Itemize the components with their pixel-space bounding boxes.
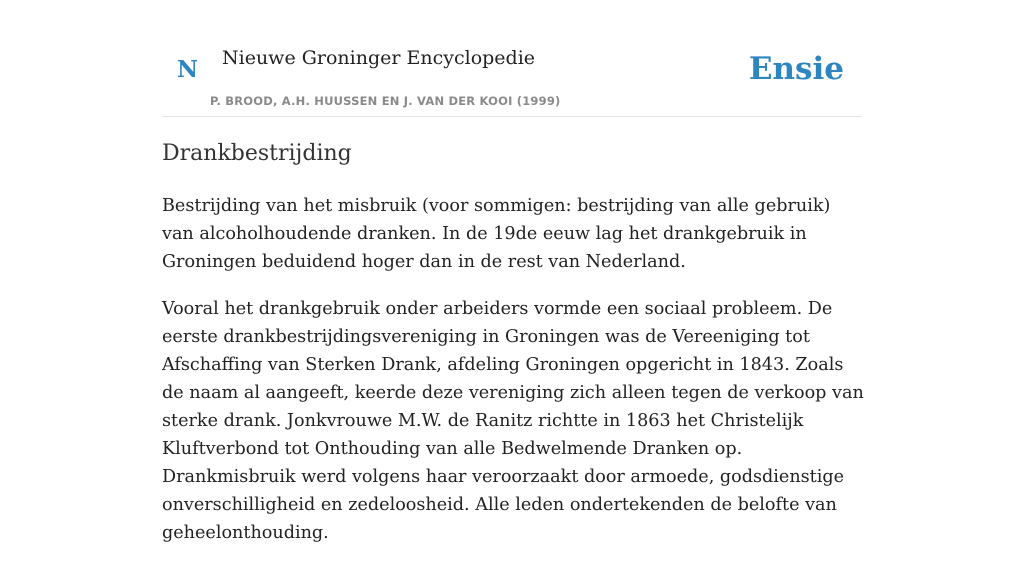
header — [162, 0, 862, 117]
article-title: Drankbestrijding — [162, 141, 352, 166]
article-paragraph: Vooral het drankgebruik onder arbeiders vormde een sociaal probleem. De eerste drankbestrijdingsvereniging in Groningen was de Vereeniging tot Afschaffing van Sterken Drank, afdeling Groningen opgericht in 1843. Zoals de naam al aangeeft, keerde deze vereniging zich alleen tegen de verkoop van sterke drank. Jonkvrouwe M.W. de Ranitz richtte in 1863 het Christelijk Kluftverbond tot Onthouding van alle Bedwelmende Dranken op. Drankmisbruik werd volgens haar veroorzaakt door armoede, godsdienstige onverschilligheid en zedeloosheid. Alle leden ondertekenden de belofte van geheelonthouding. — [162, 299, 864, 543]
article-body — [162, 192, 867, 566]
brand-logo[interactable]: Ensie — [748, 51, 844, 87]
book-authors: P. BROOD, A.H. HUUSSEN EN J. VAN DER KOOI (1999) — [210, 94, 561, 108]
book-title-link[interactable]: Nieuwe Groninger Encyclopedie — [222, 47, 536, 69]
book-letter-icon[interactable]: N — [177, 56, 199, 83]
article-paragraph: Bestrijding van het misbruik (voor sommigen: bestrijding van alle gebruik) van alcoholhoudende dranken. In de 19de eeuw lag het drankgebruik in Groningen beduidend hoger dan in de rest van Nederland. — [162, 196, 831, 272]
